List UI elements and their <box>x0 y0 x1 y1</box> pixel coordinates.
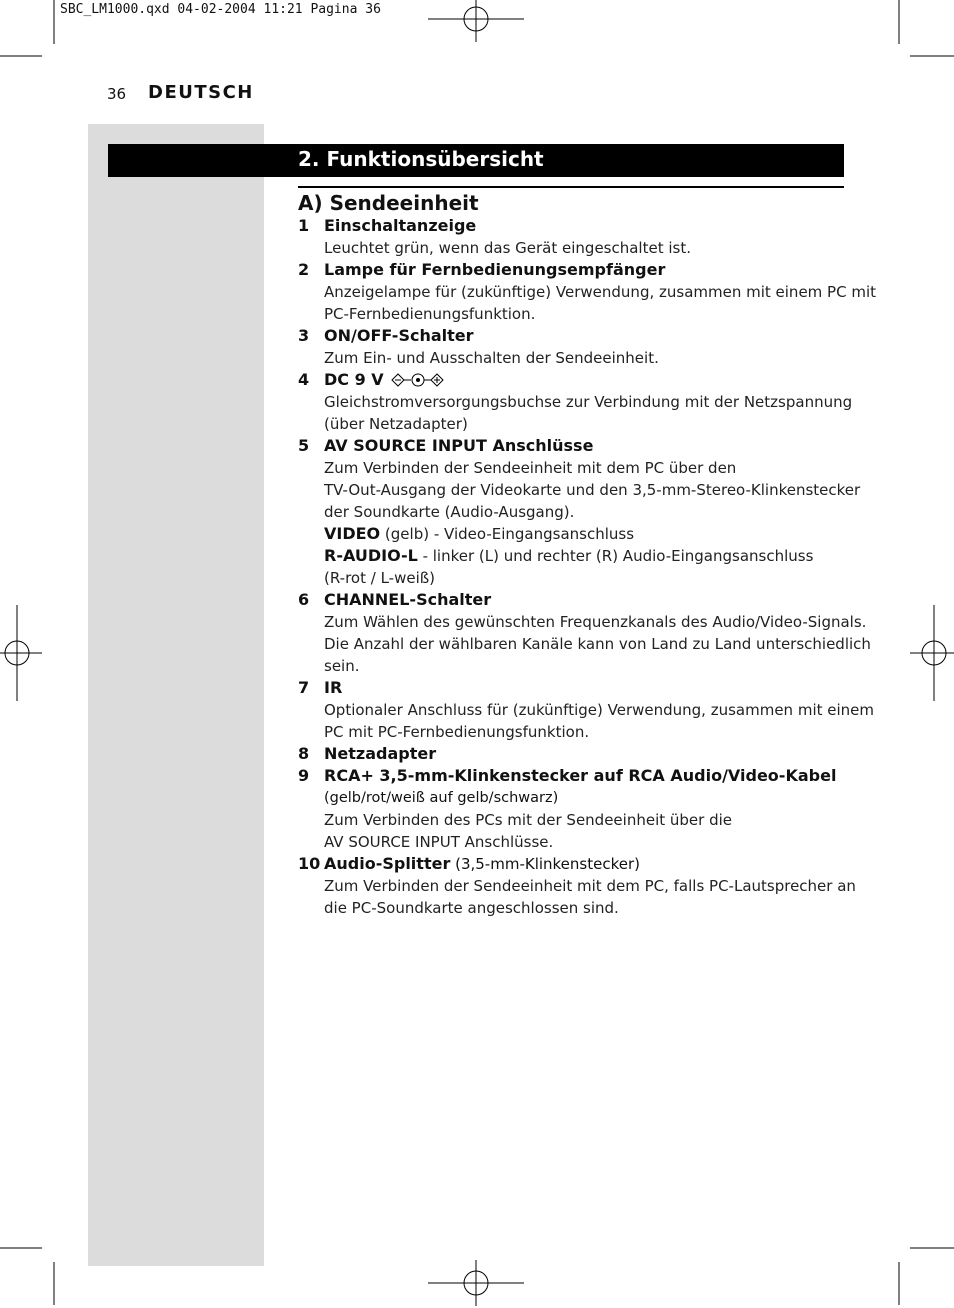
item-title: IR <box>324 678 343 697</box>
item-number: 10 <box>298 854 321 873</box>
audio-note: (R-rot / L-weiß) <box>324 569 436 587</box>
item-title-row <box>324 369 844 391</box>
registration-mark-right <box>910 603 954 703</box>
item-text: Zum Verbinden des PCs mit der Sendeeinheit über die <box>324 811 732 829</box>
polarity-icon <box>390 372 446 388</box>
item-number: 5 <box>298 436 310 455</box>
item-number: 3 <box>298 326 310 345</box>
item-text: PC-Fernbedienungsfunktion. <box>324 305 536 323</box>
video-text: (gelb) - Video-Eingangsanschluss <box>380 525 635 543</box>
item-number: 2 <box>298 260 310 279</box>
printer-slug: SBC_LM1000.qxd 04-02-2004 11:21 Pagina 36 <box>60 2 381 17</box>
item-title-note: (3,5-mm-Klinkenstecker) <box>450 855 640 873</box>
item-text: der Soundkarte (Audio-Ausgang). <box>324 503 575 521</box>
item-title: CHANNEL-Schalter <box>324 590 492 609</box>
page-number: 36 <box>107 85 127 103</box>
registration-mark-left <box>0 603 44 703</box>
feature-list <box>298 215 876 919</box>
item-number: 6 <box>298 590 310 609</box>
list-item <box>298 853 856 919</box>
item-number: 4 <box>298 370 310 389</box>
item-text: (über Netzadapter) <box>324 415 468 433</box>
audio-text: - linker (L) und rechter (R) Audio-Eingangsanschluss <box>417 547 814 565</box>
list-item <box>298 765 844 853</box>
item-text: Gleichstromversorgungsbuchse zur Verbindung mit der Netzspannung <box>324 393 853 411</box>
subsection-title: A) Sendeeinheit <box>298 191 479 215</box>
list-item <box>298 369 853 435</box>
list-item <box>298 677 874 743</box>
item-text: Anzeigelampe für (zukünftige) Verwendung, zusammen mit einem PC mit <box>324 283 876 301</box>
item-text: Zum Verbinden der Sendeeinheit mit dem PC, falls PC-Lautsprecher an <box>324 877 856 895</box>
item-title: RCA+ 3,5-mm-Klinkenstecker auf RCA Audio/Video-Kabel <box>324 766 837 785</box>
item-title: AV SOURCE INPUT Anschlüsse <box>324 436 594 455</box>
list-item <box>298 259 876 325</box>
item-text: Optionaler Anschluss für (zukünftige) Verwendung, zusammen mit einem <box>324 701 874 719</box>
list-item <box>298 435 861 589</box>
item-text: PC mit PC-Fernbedienungsfunktion. <box>324 723 590 741</box>
audio-line <box>324 545 844 567</box>
item-text: TV-Out-Ausgang der Videokarte und den 3,5-mm-Stereo-Klinkenstecker <box>324 481 861 499</box>
item-text: Zum Verbinden der Sendeeinheit mit dem PC über den <box>324 459 737 477</box>
item-title: Audio-Splitter <box>324 854 451 873</box>
list-item <box>298 325 844 369</box>
item-title: Einschaltanzeige <box>324 216 477 235</box>
item-text: die PC-Soundkarte angeschlossen sind. <box>324 899 619 917</box>
item-text: Die Anzahl der wählbaren Kanäle kann von Land zu Land unterschiedlich <box>324 635 871 653</box>
side-band <box>88 124 264 1266</box>
item-title: DC 9 V <box>324 370 384 389</box>
list-item <box>298 589 871 677</box>
item-text: Leuchtet grün, wenn das Gerät eingeschaltet ist. <box>324 239 691 257</box>
item-text: AV SOURCE INPUT Anschlüsse. <box>324 833 554 851</box>
item-text: Zum Wählen des gewünschten Frequenzkanals des Audio/Video-Signals. <box>324 613 867 631</box>
video-label: VIDEO <box>324 524 381 543</box>
item-title: ON/OFF-Schalter <box>324 326 474 345</box>
audio-label: R-AUDIO-L <box>324 546 418 565</box>
item-number: 9 <box>298 766 310 785</box>
item-text: sein. <box>324 657 360 675</box>
registration-mark-top <box>426 0 526 44</box>
item-number: 7 <box>298 678 310 697</box>
language-heading: DEUTSCH <box>148 82 254 103</box>
subsection-rule <box>298 186 844 188</box>
video-line <box>324 523 844 545</box>
item-text: Zum Ein- und Ausschalten der Sendeeinheit. <box>324 349 659 367</box>
item-number: 8 <box>298 744 310 763</box>
item-number: 1 <box>298 216 310 235</box>
item-title: Netzadapter <box>324 744 437 763</box>
list-item <box>298 215 844 259</box>
list-item <box>298 743 844 765</box>
registration-mark-bottom <box>426 1258 526 1308</box>
item-title: Lampe für Fernbedienungsempfänger <box>324 260 666 279</box>
item-subtitle: (gelb/rot/weiß auf gelb/schwarz) <box>324 790 559 806</box>
section-title: 2. Funktionsübersicht <box>298 147 544 171</box>
item-title-row <box>324 853 844 875</box>
